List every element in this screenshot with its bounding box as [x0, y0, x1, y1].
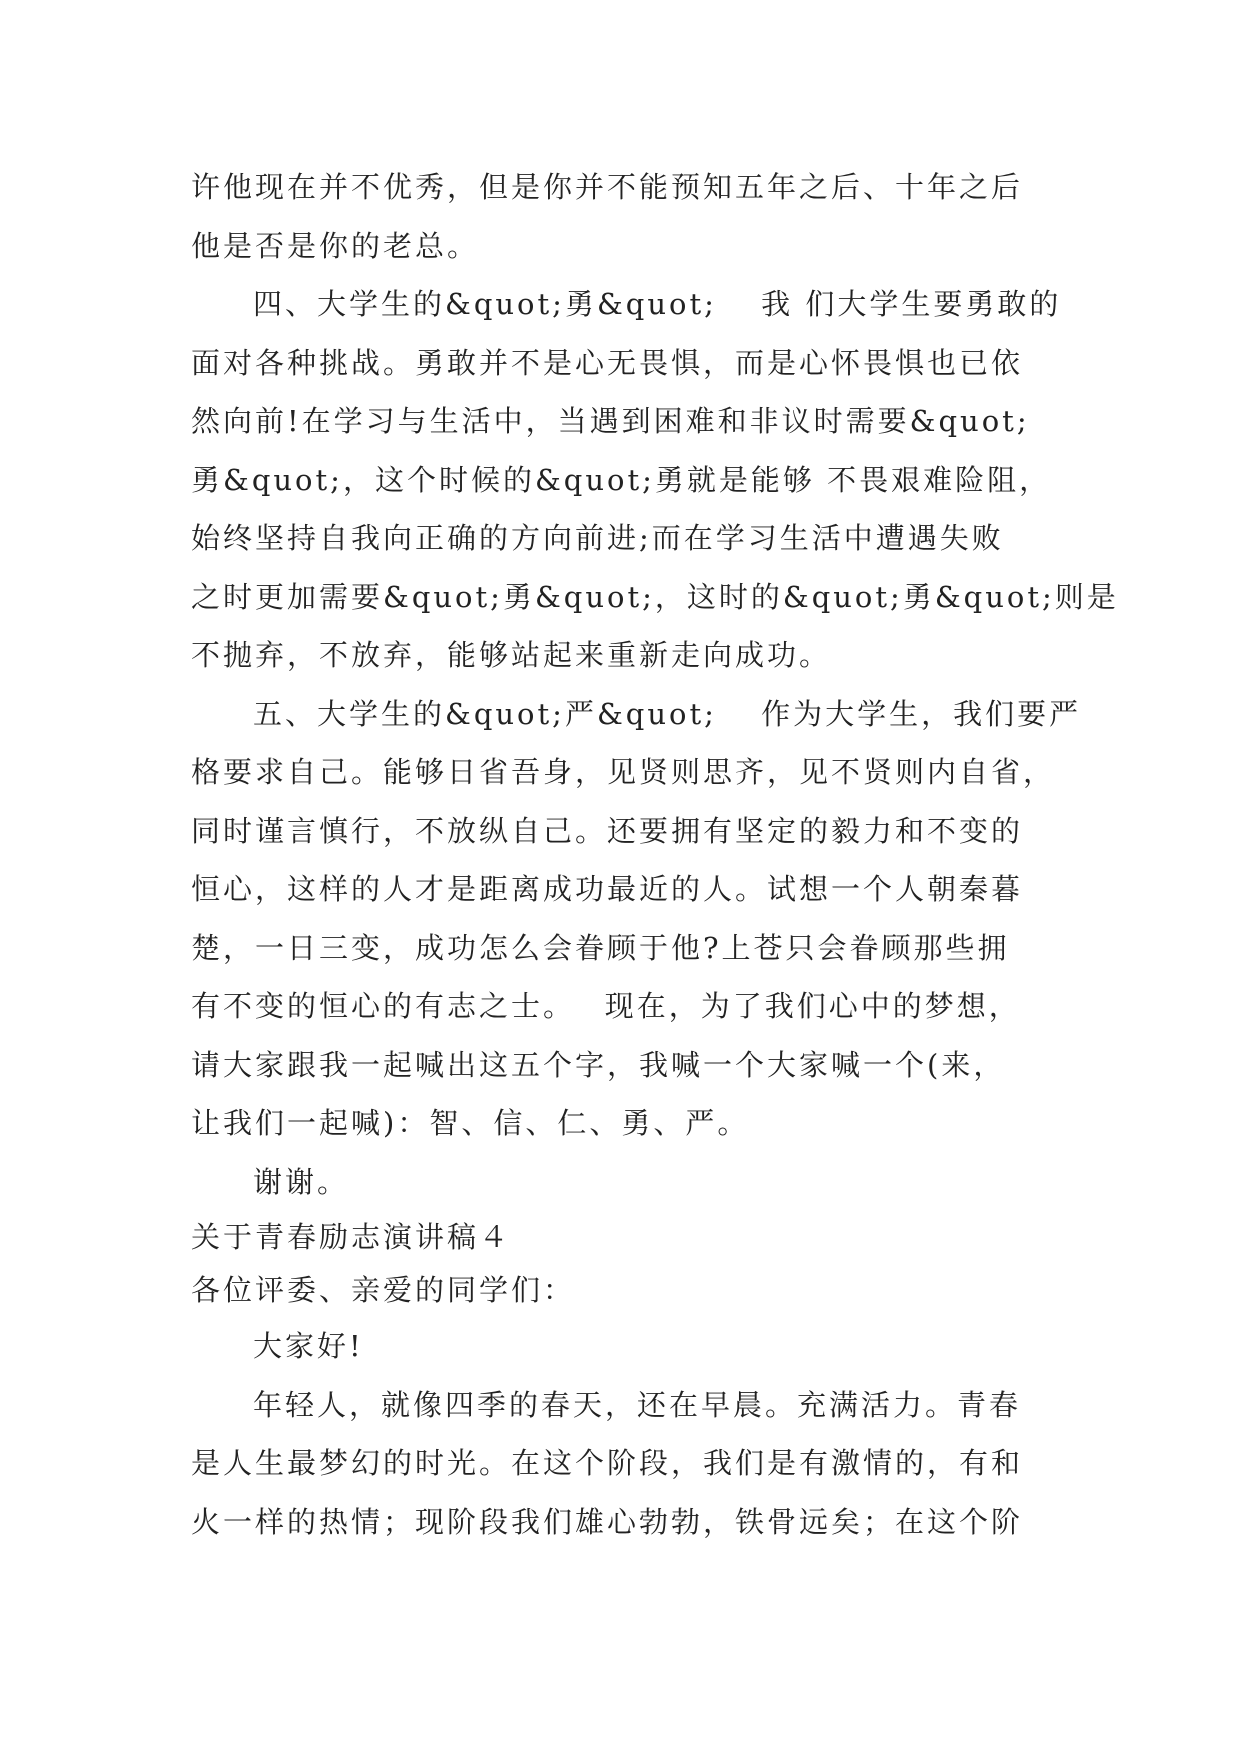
paragraph-heading-four: 四、大学生的&quot;勇&quot; 我 们大学生要勇敢的	[253, 287, 1062, 321]
text-line: 许他现在并不优秀，但是你并不能预知五年之后、十年之后	[191, 170, 1024, 204]
text-line: 火一样的热情；现阶段我们雄心勃勃，铁骨远矣；在这个阶	[191, 1504, 1024, 1539]
text-line: 请大家跟我一起喊出这五个字，我喊一个大家喊一个(来，	[191, 1047, 1006, 1082]
text-line: 不抛弃，不放弃，能够站起来重新走向成功。	[191, 638, 832, 672]
paragraph-heading-five: 五、大学生的&quot;严&quot; 作为大学生，我们要严	[253, 696, 1082, 731]
text-line: 格要求自己。能够日省吾身，见贤则思齐，见不贤则内自省，	[191, 755, 1056, 789]
text-line: 恒心，这样的人才是距离成功最近的人。试想一个人朝秦暮	[191, 872, 1024, 906]
text-line: 面对各种挑战。勇敢并不是心无畏惧，而是心怀畏惧也已依	[191, 345, 1024, 380]
text-line: 勇&quot;，这个时候的&quot;勇就是能够 不畏艰难险阻，	[191, 462, 1052, 497]
text-line: 让我们一起喊)：智、信、仁、勇、严。	[191, 1106, 750, 1140]
document-body	[191, 158, 1119, 1551]
text-line: 然向前!在学习与生活中，当遇到困难和非议时需要&quot;	[191, 404, 1030, 438]
text-line: 有不变的恒心的有志之士。 现在，为了我们心中的梦想，	[191, 989, 1021, 1023]
closing-thanks: 谢谢。	[253, 1164, 350, 1199]
text-line: 同时谨言慎行，不放纵自己。还要拥有坚定的毅力和不变的	[191, 813, 1024, 848]
text-line: 始终坚持自我向正确的方向前进;而在学习生活中遭遇失败	[191, 521, 1004, 555]
section-title: 关于青春励志演讲稿４	[191, 1220, 512, 1254]
text-line: 他是否是你的老总。	[191, 228, 480, 263]
greeting: 大家好!	[253, 1329, 364, 1363]
text-line: 楚，一日三变，成功怎么会眷顾于他?上苍只会眷顾那些拥	[191, 930, 1010, 965]
paragraph-start: 年轻人，就像四季的春天，还在早晨。充满活力。青春	[253, 1387, 1022, 1422]
text-line: 之时更加需要&quot;勇&quot;，这时的&quot;勇&quot;则是	[191, 579, 1119, 614]
text-line: 是人生最梦幻的时光。在这个阶段，我们是有激情的，有和	[191, 1446, 1024, 1480]
salutation: 各位评委、亲爱的同学们：	[191, 1273, 576, 1307]
